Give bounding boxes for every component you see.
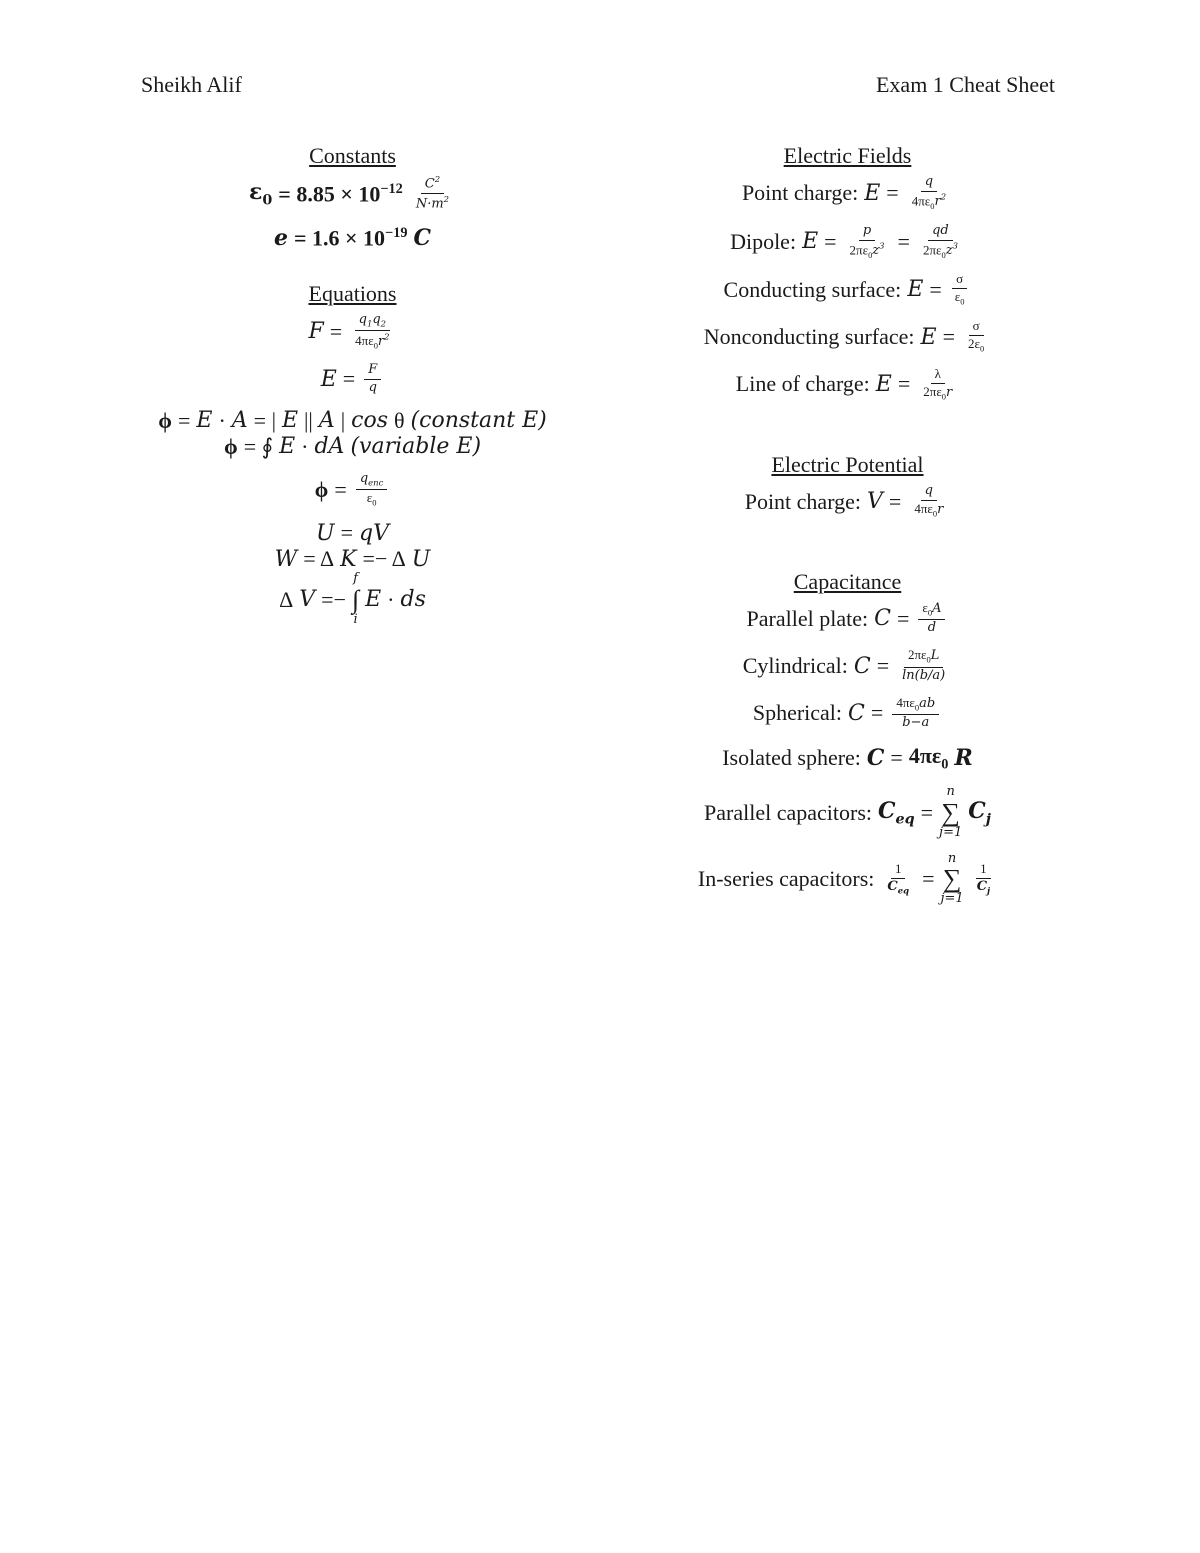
gauss-law: ϕ = $\frac{q_{enc}}{\varepsilon_0}$	[150, 472, 555, 509]
header-title: Exam 1 Cheat Sheet	[875, 72, 1055, 97]
right-column	[640, 143, 1055, 906]
constants-title: Constants	[309, 143, 396, 168]
capacitance-title: Capacitance	[793, 569, 902, 595]
cap-parallel-capacitors: Parallel capacitors: $C_{eq}$ = n ∑ j=1 $C_j$	[704, 784, 991, 840]
field-line-of-charge: Line of charge: E = $\frac{\lambda}{2\pi\varepsilon_0r}$	[735, 365, 953, 402]
cap-cylindrical: Cylindrical: C = $\frac{2\pi\varepsilon_0L}{\ln(b/a)}$	[742, 647, 946, 683]
field-point-charge: Point charge: E = $\frac{q}{4\pi\varepsilon_0r^2}$	[741, 174, 947, 211]
coulomb-law: F = $\frac{q_1q_2}{4\pi\varepsilon_0r^2}$	[308, 311, 390, 351]
cap-isolated-sphere: Isolated sphere: C = $4\pi\varepsilon_0$ R	[722, 742, 973, 773]
work-energy: W = Δ K =− Δ U	[274, 546, 431, 572]
flux-variable: ϕ = ∮ E · dA (variable E)	[223, 433, 482, 460]
epsilon-constant: $\varepsilon_0$ = $8.85 \times 10^{-12}$ $\frac{C^2}{N\cdot m^2}$	[248, 174, 450, 212]
electric-fields-title: Electric Fields	[783, 143, 912, 168]
header-author: Sheikh Alif	[141, 72, 242, 97]
cap-parallel-plate: Parallel plate: C = $\frac{\varepsilon_0A}{d}$	[640, 601, 1055, 636]
equations-title: Equations	[308, 280, 397, 306]
flux-variable-note: (variable E)	[350, 434, 482, 460]
cap-series-capacitors: In-series capacitors: $\frac{1}{C_{eq}}$ = n ∑ j=1 $\frac{1}{C_j}$	[697, 850, 991, 907]
field-nonconducting-surface: Nonconducting surface: E = $\frac{\sigma}{2\varepsilon_0}$	[703, 318, 985, 354]
potential-point-charge: Point charge: V = $\frac{q}{4\pi\varepsilon_0r}$	[744, 482, 944, 519]
cap-spherical: Spherical: C = $\frac{4\pi\varepsilon_0ab}{b-a}$	[640, 696, 1055, 731]
field-dipole: Dipole: E = $\frac{p}{2\pi\varepsilon_0z^3}$ = $\frac{qd}{2\pi\varepsilon_0z^3}$	[730, 222, 958, 260]
flux-constant: ϕ = E · A = | E || A | cos θ (constant E)	[158, 407, 547, 434]
electric-potential-title: Electric Potential	[771, 451, 924, 477]
flux-constant-note: (constant E)	[410, 408, 547, 434]
potential-energy: U = qV	[316, 520, 389, 546]
electron-charge-constant: e = $1.6 \times 10^{-19}$ C	[273, 224, 432, 251]
field-definition: E = $\frac{F}{q}$	[150, 363, 555, 396]
potential-difference: Δ V =− f ∫ i E · ds	[279, 571, 426, 627]
left-column	[150, 143, 555, 627]
field-conducting-surface: Conducting surface: E = $\frac{\sigma}{\varepsilon_0}$	[640, 272, 1055, 307]
